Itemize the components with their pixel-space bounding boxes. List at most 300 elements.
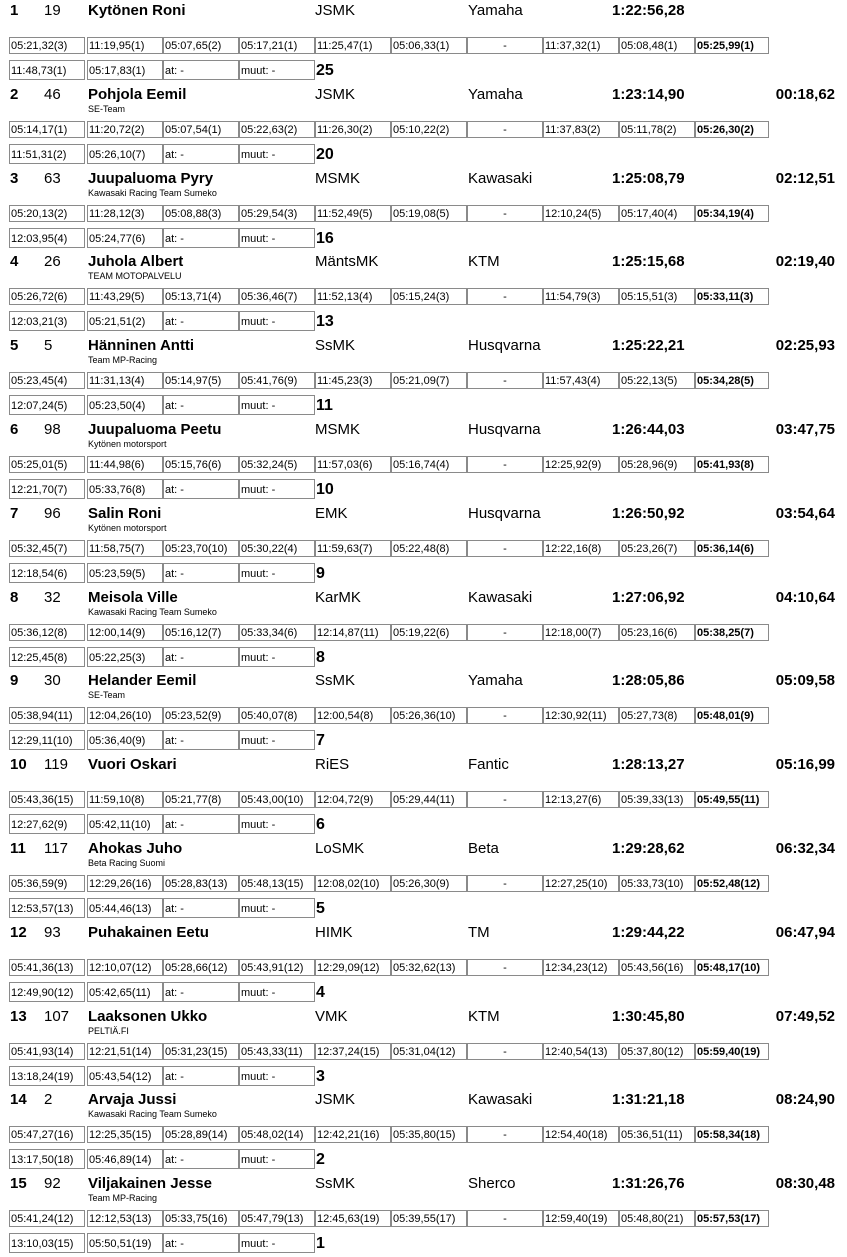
rider-block	[0, 587, 847, 671]
stage-time-cell: 05:21,77(8)	[163, 791, 239, 808]
rider-bike: Fantic	[468, 756, 509, 774]
stage-time-cell: 05:31,23(15)	[163, 1043, 239, 1060]
rider-block	[0, 0, 847, 84]
rider-club: JSMK	[315, 1091, 356, 1109]
stage-time-cell: 11:25,47(1)	[315, 37, 391, 54]
stage-time-cell: 05:28,83(13)	[163, 875, 239, 892]
rider-header	[0, 1173, 847, 1195]
stage-time-cell: 05:15,51(3)	[619, 288, 695, 305]
points: 10	[316, 481, 334, 498]
stage-time-cell: 05:36,40(9)	[87, 730, 163, 750]
stage-time-cell: 05:36,12(8)	[9, 624, 85, 641]
stage-time-cell: 05:32,24(5)	[239, 456, 315, 473]
time-difference: 02:19,40	[775, 253, 835, 271]
stage-time-cell: 05:36,59(9)	[9, 875, 85, 892]
stage-time-cell: 12:12,53(13)	[87, 1210, 163, 1227]
stage-time-cell: 05:33,34(6)	[239, 624, 315, 641]
rider-team: Kawasaki Racing Team Sumeko	[88, 606, 217, 617]
stage-time-cell: 05:36,51(11)	[619, 1126, 695, 1143]
stage-time-cell: 05:28,89(14)	[163, 1126, 239, 1143]
rider-bike: Husqvarna	[468, 337, 541, 355]
rider-number: 117	[44, 840, 68, 857]
stage-time-cell: 12:37,24(15)	[315, 1043, 391, 1060]
stage-time-cell: 05:41,93(14)	[9, 1043, 85, 1060]
stage-time-cell: 12:21,51(14)	[87, 1043, 163, 1060]
rider-position: 15	[10, 1175, 27, 1193]
stage-time-cell: 05:39,33(13)	[619, 791, 695, 808]
stage-time-cell: 05:23,70(10)	[163, 540, 239, 557]
stage-time-cell: -	[467, 37, 543, 54]
stage-time-cell: 05:14,17(1)	[9, 121, 85, 138]
rider-number: 107	[44, 1007, 70, 1025]
points: 3	[316, 1067, 325, 1085]
stage-time-cell: 12:21,70(7)	[9, 479, 85, 499]
rider-number: 19	[44, 2, 61, 19]
rider-block	[0, 84, 847, 168]
stage-time-cell: 05:22,63(2)	[239, 121, 315, 138]
stage-time-cell: 05:26,30(2)	[695, 121, 769, 138]
rider-position: 10	[10, 756, 27, 774]
stage-time-cell: 05:07,65(2)	[163, 37, 239, 54]
stage-time-cell: 11:51,31(2)	[9, 144, 85, 164]
time-difference: 06:47,94	[775, 923, 835, 941]
rider-team: Kytönen motorsport	[88, 439, 167, 449]
stage-time-cell: 05:48,01(9)	[695, 707, 769, 724]
stage-time-cell: 12:49,90(12)	[9, 982, 85, 1002]
stage-time-cell: 05:36,46(7)	[239, 288, 315, 305]
stage-time-cell: 05:48,80(21)	[619, 1210, 695, 1227]
total-time: 1:31:21,18	[612, 1091, 685, 1109]
stage-time-cell: -	[467, 372, 543, 389]
stage-time-cell: -	[467, 540, 543, 557]
rider-club: MSMK	[315, 169, 360, 187]
stage-time-cell: 05:16,74(4)	[391, 456, 467, 473]
muut-cell: muut: -	[239, 1066, 315, 1086]
at-cell: at: -	[163, 563, 239, 583]
rider-block	[0, 168, 847, 252]
stage-time-cell: 11:52,49(5)	[315, 205, 391, 222]
stage-time-cell: 05:21,09(7)	[391, 372, 467, 389]
stage-time-cell: -	[467, 707, 543, 724]
stage-time-cell: 11:44,98(6)	[87, 456, 163, 473]
rider-bike: Yamaha	[468, 2, 523, 19]
time-difference: 00:18,62	[775, 85, 835, 103]
rider-team: Team MP-Racing	[88, 1193, 158, 1204]
at-cell: at: -	[163, 1066, 239, 1086]
stage-time-cell: 12:42,21(16)	[315, 1126, 391, 1143]
stage-time-cell: 05:17,83(1)	[87, 60, 163, 80]
stage-time-cell: -	[467, 791, 543, 808]
stage-time-cell: -	[467, 1043, 543, 1060]
rider-club: MäntsMK	[315, 253, 379, 271]
rider-number: 93	[44, 923, 61, 941]
rider-block	[0, 1089, 847, 1173]
stage-time-cell: 05:40,07(8)	[239, 707, 315, 724]
points: 6	[316, 816, 325, 834]
rider-team: TEAM MOTOPALVELU	[88, 271, 182, 282]
stage-time-cell: 05:43,91(12)	[239, 959, 315, 976]
muut-cell: muut: -	[239, 60, 315, 80]
rider-block	[0, 503, 847, 587]
rider-number: 119	[44, 756, 68, 774]
muut-cell: muut: -	[239, 144, 315, 164]
total-time: 1:29:44,22	[612, 923, 685, 941]
stage-time-cell: 11:37,32(1)	[543, 37, 619, 54]
stage-time-cell: 05:11,78(2)	[619, 121, 695, 138]
total-time: 1:25:08,79	[612, 169, 685, 187]
stage-time-cell: 12:27,62(9)	[9, 814, 85, 834]
stage-time-cell: 05:43,54(12)	[87, 1066, 163, 1086]
stage-time-cell: -	[467, 205, 543, 222]
stage-time-cell: 12:07,24(5)	[9, 395, 85, 415]
points: 4	[316, 983, 325, 1001]
stage-time-cell: 11:58,75(7)	[87, 540, 163, 557]
stage-time-cell: 05:08,88(3)	[163, 205, 239, 222]
rider-bike: Kawasaki	[468, 588, 533, 606]
stage-time-cell: 12:00,54(8)	[315, 707, 391, 724]
rider-block	[0, 670, 847, 754]
stage-time-cell: 05:08,48(1)	[619, 37, 695, 54]
stage-time-cell: 05:36,14(6)	[695, 540, 769, 557]
stage-time-cell: 05:49,55(11)	[695, 791, 769, 808]
points: 9	[316, 564, 325, 582]
time-difference: 08:24,90	[775, 1091, 835, 1109]
rider-block	[0, 922, 847, 1006]
stage-time-cell: 12:34,23(12)	[543, 959, 619, 976]
stage-time-cell: 12:29,09(12)	[315, 959, 391, 976]
stage-time-cell: -	[467, 1126, 543, 1143]
rider-number: 63	[44, 169, 61, 187]
rider-position: 13	[10, 1007, 27, 1025]
at-cell: at: -	[163, 479, 239, 499]
points: 1	[316, 1235, 325, 1253]
stage-time-cell: 13:10,03(15)	[9, 1233, 85, 1253]
rider-club: SsMK	[315, 337, 356, 355]
stage-time-cell: 05:28,66(12)	[163, 959, 239, 976]
rider-name: Viljakainen Jesse	[88, 1175, 212, 1193]
stage-time-cell: 05:24,77(6)	[87, 228, 163, 248]
stage-time-cell: 13:18,24(19)	[9, 1066, 85, 1086]
stage-time-cell: 05:27,73(8)	[619, 707, 695, 724]
rider-block	[0, 1006, 847, 1090]
rider-team: Kawasaki Racing Team Sumeko	[88, 1109, 217, 1120]
stage-time-cell: 05:19,22(6)	[391, 624, 467, 641]
total-time: 1:29:28,62	[612, 840, 685, 857]
rider-club: JSMK	[315, 85, 356, 103]
rider-position: 3	[10, 169, 19, 187]
stage-time-cell: 05:35,80(15)	[391, 1126, 467, 1143]
muut-cell: muut: -	[239, 228, 315, 248]
stage-time-cell: 05:07,54(1)	[163, 121, 239, 138]
rider-bike: KTM	[468, 1007, 500, 1025]
rider-club: EMK	[315, 504, 348, 522]
stage-time-cell: 05:43,36(15)	[9, 791, 85, 808]
stage-time-cell: 05:41,76(9)	[239, 372, 315, 389]
time-difference: 06:32,34	[775, 840, 835, 857]
total-time: 1:25:15,68	[612, 253, 685, 271]
stage-time-cell: 05:22,48(8)	[391, 540, 467, 557]
stage-time-cell: 05:26,10(7)	[87, 144, 163, 164]
rider-header	[0, 419, 847, 441]
rider-number: 26	[44, 253, 61, 271]
stage-time-cell: 05:48,13(15)	[239, 875, 315, 892]
at-cell: at: -	[163, 730, 239, 750]
stage-time-cell: 12:27,25(10)	[543, 875, 619, 892]
stage-time-cell: 05:41,93(8)	[695, 456, 769, 473]
stage-time-cell: 05:14,97(5)	[163, 372, 239, 389]
rider-name: Pohjola Eemil	[88, 85, 187, 103]
stage-time-cell: 05:22,25(3)	[87, 647, 163, 667]
rider-name: Ahokas Juho	[88, 840, 183, 857]
at-cell: at: -	[163, 647, 239, 667]
rider-bike: Kawasaki	[468, 1091, 533, 1109]
rider-team: Kawasaki Racing Team Sumeko	[88, 187, 217, 198]
stage-time-cell: 12:25,92(9)	[543, 456, 619, 473]
rider-club: MSMK	[315, 421, 360, 438]
total-time: 1:26:44,03	[612, 421, 685, 438]
stage-time-cell: 05:43,56(16)	[619, 959, 695, 976]
rider-position: 9	[10, 672, 19, 690]
stage-time-cell: 11:31,13(4)	[87, 372, 163, 389]
points: 16	[316, 229, 334, 247]
stage-time-cell: -	[467, 959, 543, 976]
rider-number: 2	[44, 1091, 53, 1109]
rider-position: 6	[10, 421, 19, 438]
stage-time-cell: 05:34,19(4)	[695, 205, 769, 222]
rider-header	[0, 1006, 847, 1028]
muut-cell: muut: -	[239, 563, 315, 583]
rider-team: Beta Racing Suomi	[88, 858, 166, 868]
total-time: 1:25:22,21	[612, 337, 685, 355]
rider-name: Juupaluoma Pyry	[88, 169, 214, 187]
stage-time-cell: 05:58,34(18)	[695, 1126, 769, 1143]
stage-time-cell: 12:03,95(4)	[9, 228, 85, 248]
rider-bike: Husqvarna	[468, 504, 541, 522]
rider-team: Team MP-Racing	[88, 355, 158, 366]
stage-time-cell: 05:20,13(2)	[9, 205, 85, 222]
stage-time-cell: 05:33,75(16)	[163, 1210, 239, 1227]
rider-header	[0, 1089, 847, 1111]
stage-time-cell: 05:38,94(11)	[9, 707, 85, 724]
stage-time-cell: 05:42,65(11)	[87, 982, 163, 1002]
stage-time-cell: 05:48,17(10)	[695, 959, 769, 976]
total-time: 1:28:05,86	[612, 672, 685, 690]
rider-club: VMK	[315, 1007, 348, 1025]
rider-team: SE-Team	[88, 690, 126, 701]
stage-time-cell: 12:29,26(16)	[87, 875, 163, 892]
muut-cell: muut: -	[239, 982, 315, 1002]
stage-time-cell: 05:15,24(3)	[391, 288, 467, 305]
rider-bike: Yamaha	[468, 672, 523, 690]
stage-time-cell: 05:06,33(1)	[391, 37, 467, 54]
stage-time-cell: 05:33,11(3)	[695, 288, 769, 305]
total-time: 1:22:56,28	[612, 2, 685, 19]
muut-cell: muut: -	[239, 395, 315, 415]
muut-cell: muut: -	[239, 311, 315, 331]
stage-time-cell: 05:57,53(17)	[695, 1210, 769, 1227]
stage-time-cell: 05:46,89(14)	[87, 1149, 163, 1169]
stage-time-cell: -	[467, 875, 543, 892]
rider-name: Meisola Ville	[88, 588, 178, 606]
stage-time-cell: 12:18,00(7)	[543, 624, 619, 641]
stage-time-cell: 05:34,28(5)	[695, 372, 769, 389]
rider-position: 14	[10, 1091, 27, 1109]
total-time: 1:28:13,27	[612, 756, 685, 774]
rider-name: Juupaluoma Peetu	[88, 421, 222, 438]
points: 13	[316, 313, 334, 331]
stage-time-cell: 12:03,21(3)	[9, 311, 85, 331]
rider-header	[0, 754, 847, 776]
at-cell: at: -	[163, 311, 239, 331]
stage-time-cell: 05:22,13(5)	[619, 372, 695, 389]
at-cell: at: -	[163, 814, 239, 834]
stage-time-cell: 12:25,35(15)	[87, 1126, 163, 1143]
rider-position: 2	[10, 85, 19, 103]
total-time: 1:31:26,76	[612, 1175, 685, 1193]
stage-time-cell: 11:28,12(3)	[87, 205, 163, 222]
muut-cell: muut: -	[239, 1233, 315, 1253]
rider-header	[0, 251, 847, 273]
rider-block	[0, 1173, 847, 1257]
stage-time-cell: 05:23,26(7)	[619, 540, 695, 557]
stage-time-cell: 05:26,36(10)	[391, 707, 467, 724]
stage-time-cell: 12:53,57(13)	[9, 898, 85, 918]
stage-time-cell: 05:23,16(6)	[619, 624, 695, 641]
rider-position: 7	[10, 504, 19, 522]
rider-name: Puhakainen Eetu	[88, 923, 209, 941]
rider-club: SsMK	[315, 672, 356, 690]
stage-time-cell: 11:19,95(1)	[87, 37, 163, 54]
stage-time-cell: 05:39,55(17)	[391, 1210, 467, 1227]
rider-header	[0, 335, 847, 357]
rider-block	[0, 838, 847, 922]
stage-time-cell: -	[467, 1210, 543, 1227]
stage-time-cell: 12:13,27(6)	[543, 791, 619, 808]
time-difference: 03:54,64	[775, 504, 835, 522]
rider-number: 5	[44, 337, 53, 355]
stage-time-cell: 05:33,73(10)	[619, 875, 695, 892]
rider-number: 96	[44, 504, 61, 522]
muut-cell: muut: -	[239, 1149, 315, 1169]
stage-time-cell: 05:43,33(11)	[239, 1043, 315, 1060]
stage-time-cell: 05:28,96(9)	[619, 456, 695, 473]
stage-time-cell: -	[467, 624, 543, 641]
rider-club: JSMK	[315, 2, 356, 19]
at-cell: at: -	[163, 1149, 239, 1169]
total-time: 1:27:06,92	[612, 588, 685, 606]
stage-time-cell: 05:29,54(3)	[239, 205, 315, 222]
rider-club: LoSMK	[315, 840, 365, 857]
time-difference: 07:49,52	[775, 1007, 835, 1025]
rider-name: Laaksonen Ukko	[88, 1007, 208, 1025]
stage-time-cell: 05:30,22(4)	[239, 540, 315, 557]
stage-time-cell: 11:59,63(7)	[315, 540, 391, 557]
points: 20	[316, 145, 334, 163]
stage-time-cell: 11:20,72(2)	[87, 121, 163, 138]
rider-block	[0, 419, 847, 503]
muut-cell: muut: -	[239, 479, 315, 499]
rider-team: Kytönen motorsport	[88, 522, 167, 533]
stage-time-cell: 05:47,79(13)	[239, 1210, 315, 1227]
muut-cell: muut: -	[239, 647, 315, 667]
rider-header	[0, 922, 847, 944]
muut-cell: muut: -	[239, 898, 315, 918]
stage-time-cell: 05:26,72(6)	[9, 288, 85, 305]
stage-time-cell: 05:44,46(13)	[87, 898, 163, 918]
time-difference: 04:10,64	[775, 588, 835, 606]
rider-club: SsMK	[315, 1175, 356, 1193]
rider-club: HIMK	[315, 923, 353, 941]
stage-time-cell: 11:45,23(3)	[315, 372, 391, 389]
stage-time-cell: 05:47,27(16)	[9, 1126, 85, 1143]
at-cell: at: -	[163, 144, 239, 164]
stage-time-cell: 11:59,10(8)	[87, 791, 163, 808]
stage-time-cell: 12:04,26(10)	[87, 707, 163, 724]
stage-time-cell: 05:21,51(2)	[87, 311, 163, 331]
rider-name: Salin Roni	[88, 504, 162, 522]
rider-team: SE-Team	[88, 103, 126, 114]
rider-header	[0, 84, 847, 106]
stage-time-cell: 05:10,22(2)	[391, 121, 467, 138]
rider-position: 4	[10, 253, 19, 271]
stage-time-cell: 05:15,76(6)	[163, 456, 239, 473]
time-difference: 02:12,51	[775, 169, 835, 187]
stage-time-cell: 12:29,11(10)	[9, 730, 85, 750]
stage-time-cell: 05:17,21(1)	[239, 37, 315, 54]
rider-name: Kytönen Roni	[88, 2, 186, 19]
points: 11	[316, 397, 333, 415]
stage-time-cell: 12:54,40(18)	[543, 1126, 619, 1143]
rider-bike: Kawasaki	[468, 169, 533, 187]
stage-time-cell: -	[467, 456, 543, 473]
stage-time-cell: 12:22,16(8)	[543, 540, 619, 557]
rider-position: 1	[10, 2, 19, 19]
stage-time-cell: 05:23,50(4)	[87, 395, 163, 415]
stage-time-cell: 11:43,29(5)	[87, 288, 163, 305]
rider-position: 12	[10, 923, 27, 941]
rider-position: 8	[10, 588, 19, 606]
rider-block	[0, 335, 847, 419]
points: 5	[316, 900, 325, 917]
at-cell: at: -	[163, 60, 239, 80]
rider-name: Juhola Albert	[88, 253, 184, 271]
rider-club: RiES	[315, 756, 350, 774]
stage-time-cell: 11:48,73(1)	[9, 60, 85, 80]
rider-name: Vuori Oskari	[88, 756, 177, 774]
rider-name: Helander Eemil	[88, 672, 197, 690]
stage-time-cell: 12:18,54(6)	[9, 563, 85, 583]
stage-time-cell: 05:38,25(7)	[695, 624, 769, 641]
stage-time-cell: 05:43,00(10)	[239, 791, 315, 808]
rider-header	[0, 503, 847, 525]
stage-time-cell: 05:13,71(4)	[163, 288, 239, 305]
total-time: 1:30:45,80	[612, 1007, 685, 1025]
rider-position: 5	[10, 337, 19, 355]
points: 25	[316, 62, 334, 79]
rider-header	[0, 587, 847, 609]
stage-time-cell: 11:26,30(2)	[315, 121, 391, 138]
stage-time-cell: -	[467, 121, 543, 138]
stage-time-cell: 11:57,43(4)	[543, 372, 619, 389]
rider-bike: Husqvarna	[468, 421, 541, 438]
stage-time-cell: 05:25,01(5)	[9, 456, 85, 473]
rider-number: 46	[44, 85, 61, 103]
stage-time-cell: 12:14,87(11)	[315, 624, 391, 641]
total-time: 1:23:14,90	[612, 85, 685, 103]
rider-bike: Beta	[468, 840, 499, 857]
points: 8	[316, 648, 325, 666]
stage-time-cell: 12:40,54(13)	[543, 1043, 619, 1060]
